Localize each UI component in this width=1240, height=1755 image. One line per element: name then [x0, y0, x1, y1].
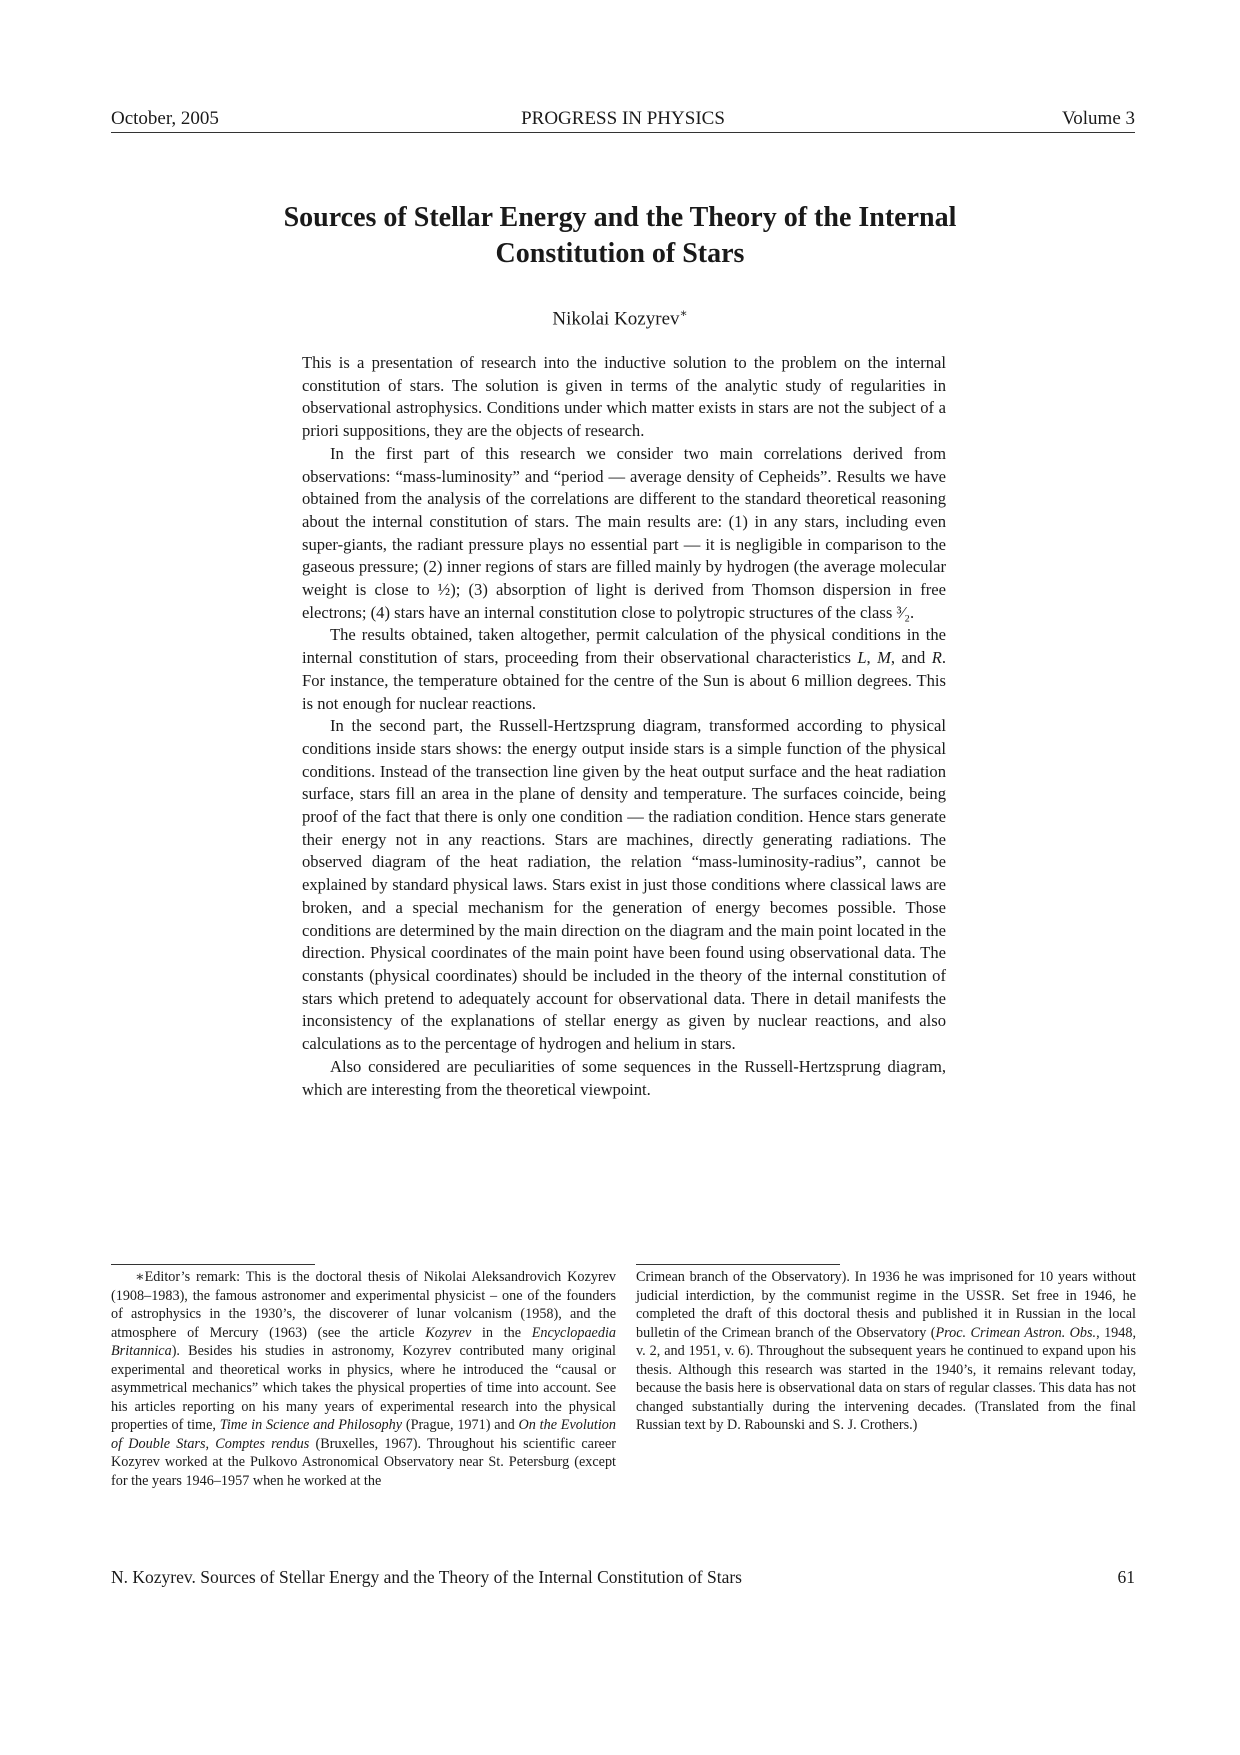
abstract-paragraph-4: In the second part, the Russell-Hertzsprung diagram, transformed according to physical conditions inside stars shows: the energy output inside stars is a simple function of the physical conditions. Instead of the transection line given by the heat output surface and the heat radiation surface, stars fill an area in the plane of density and temperature. The surfaces coincide, being proof of the fact that there is only one condition — the radiation condition. Hence stars generate their energy not in any reactions. Stars are machines, directly generating radiations. The observed diagram of the heat radiation, the relation “mass-luminosity-radius”, cannot be explained by standard physical laws. Stars exist in just those conditions where classical laws are broken, and a special mechanism for the generation of energy becomes possible. Those conditions are determined by the main direction on the diagram and the main point located in the direction. Physical coordinates of the main point have been found using observational data. The constants (physical coordinates) should be included in the theory of the internal constitution of stars which pretend to adequately account for observational data. There in detail manifests the inconsistency of the explanations of stellar energy as given by nuclear reactions, and also calculations as to the percentage of hydrogen and helium in stars. [302, 716, 946, 1054]
footnote-rule-right [636, 1264, 840, 1265]
author-name: Nikolai Kozyrev [552, 308, 680, 330]
abstract-p3-lead: The results obtained, taken altogether, permit calculation of the physical conditions in the internal constitution of stars, proceeding from their observational characteristics [302, 625, 946, 668]
header-date: October, 2005 [111, 108, 219, 129]
abstract-paragraph-5: Also considered are peculiarities of some sequences in the Russell-Hertzsprung diagram, which are interesting from the theoretical viewpoint. [302, 1056, 946, 1099]
abstract-paragraph-2: In the first part of this research we consider two main correlations derived from observations: “mass-luminosity” and “period — average density of Cepheids”. Results we have obtained from the analysis of the correlations are different to the standard theoretical reasoning about the internal constitution of stars. The main results are: (1) in any stars, including even super-giants, the radiant pressure plays no essential part — it is negligible in comparison to the gaseous pressure; (2) inner regions of stars are filled mainly by hydrogen (the average molecular weight is close to ½); (3) absorption of light is derived from Thomson dispersion in free electrons; (4) stars have an internal constitution close to polytropic structures of the class ³⁄₂. [302, 443, 946, 622]
fn-right-proc: Proc. Crimean Astron. Obs. [935, 1324, 1097, 1341]
article-title [200, 200, 1040, 272]
footnote-left-column [111, 1268, 616, 1490]
fn-left-britannica: Encyclopaedia Britannica [111, 1324, 616, 1359]
title-line-2: Constitution of Stars [495, 238, 745, 269]
page-number: 61 [1117, 1567, 1135, 1587]
running-header [111, 106, 1135, 133]
footer-citation: N. Kozyrev. Sources of Stellar Energy and the Theory of the Internal Constitution of Stars [111, 1567, 742, 1587]
author-line [200, 300, 1040, 332]
abstract-paragraph-3 [302, 624, 946, 715]
abstract-paragraph-1: This is a presentation of research into the inductive solution to the problem on the internal constitution of stars. The solution is given in terms of the analytic study of regularities in observational astrophysics. Conditions under which matter exists in stars are not the subject of a priori suppositions, they are the objects of research. [302, 353, 946, 441]
footnote-rule-left [111, 1264, 315, 1265]
symbol-luminosity: L [857, 648, 867, 668]
footnote-right-column [636, 1268, 1136, 1435]
fn-left-seg-f: (Bruxelles, 1967). Throughout his scientific career Kozyrev worked at the Pulkovo Astronomical Observatory near St. Petersburg (except for the years 1946–1957 when he worked at the [111, 1435, 616, 1489]
fn-left-time-title: Time in Science and Philosophy [219, 1417, 403, 1433]
abstract-p3-sep2: , and [890, 648, 932, 668]
fn-left-evolution-title: On the Evolution of Double Stars [111, 1417, 616, 1452]
symbol-mass: M [877, 648, 891, 668]
abstract-p3-sep1: , [866, 648, 878, 668]
fn-left-seg-e: , [205, 1435, 216, 1452]
footnote-right-text [636, 1268, 1136, 1435]
fn-left-seg-c: ). Besides his studies in astronomy, Kozyrev contributed many original experimental and theoretical works in physics, where he introduced the “causal or asymmetrical mechanics” which takes the physical properties of time into account. See his articles reporting on his many years of experimental research into the physical properties of time, [111, 1343, 616, 1433]
fn-right-seg-a: Crimean branch of the Observatory). In 1936 he was imprisoned for 10 years without judicial interdiction, by the communist regime in the USSR. Set free in 1946, he completed the draft of this doctoral thesis and published it in Russian in the local bulletin of the Crimean branch of the Observatory ( [636, 1269, 1136, 1341]
fn-left-seg-d: (Prague, 1971) and [402, 1417, 519, 1433]
footnote-left-text [111, 1268, 616, 1490]
fn-left-comptes: Comptes rendus [215, 1435, 310, 1452]
fn-left-seg-b: in the [471, 1324, 532, 1341]
author-footnote-mark: ∗ [679, 306, 688, 320]
fn-left-seg-a: ∗Editor’s remark: This is the doctoral thesis of Nikolai Aleksandrovich Kozyrev (1908–1983), the famous astronomer and experimental physicist – one of the founders of astrophysics in the 1930’s, the discoverer of lunar volcanism (1958), and the atmosphere of Mercury (1963) (see the article [111, 1269, 616, 1341]
symbol-radius: R [931, 648, 942, 668]
header-journal: PROGRESS IN PHYSICS [521, 108, 725, 129]
abstract-p3-rest: . For instance, the temperature obtained for the centre of the Sun is about 6 million degrees. This is not enough for nuclear reactions. [302, 648, 947, 713]
title-line-1: Sources of Stellar Energy and the Theory of the Internal [283, 202, 957, 233]
header-volume: Volume 3 [1061, 108, 1135, 129]
fn-left-kozyrev: Kozyrev [425, 1324, 472, 1341]
abstract [302, 352, 946, 1101]
fn-right-seg-b: , 1948, v. 2, and 1951, v. 6). Throughout the subsequent years he continued to expand upon his thesis. Although this research was started in the 1940’s, it remains relevant today, because the basis here is observational data on stars of regular classes. This data has not changed substantially during the intervening decades. (Translated from the final Russian text by D. Rabounski and S. J. Crothers.) [636, 1324, 1137, 1433]
running-footer [111, 1565, 1135, 1589]
